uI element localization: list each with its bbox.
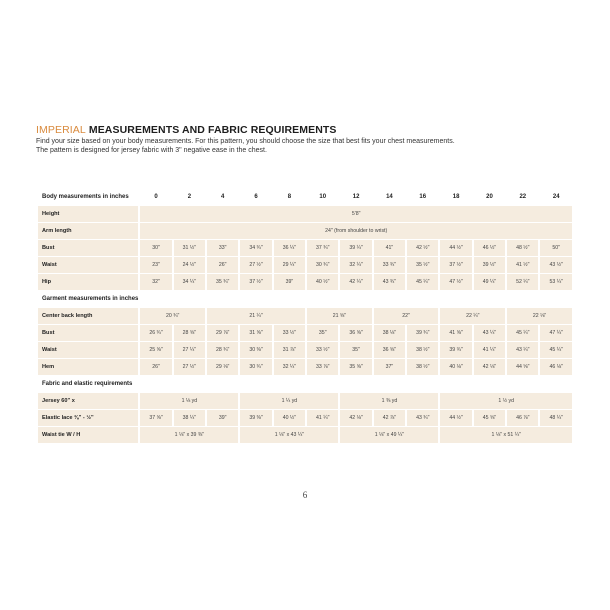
body-hip-row xyxy=(38,274,572,290)
row-label: Height xyxy=(38,206,138,222)
table-cell: 48 ½" xyxy=(507,240,538,256)
table-cell: 33 ¾" xyxy=(374,257,405,273)
table-cell: 41 ⅝" xyxy=(440,325,471,341)
table-cell: 35 ⅝" xyxy=(340,359,371,375)
table-cell: 42 ½" xyxy=(407,240,438,256)
row-label: Waist tie W / H xyxy=(38,427,138,443)
table-cell: 48 ¼" xyxy=(540,410,572,426)
table-cell: 39" xyxy=(207,410,238,426)
table-cell: 27 ½" xyxy=(174,359,205,375)
waist-tie-row xyxy=(38,427,572,443)
table-cell: 42 ⅛" xyxy=(474,359,505,375)
table-cell: 23" xyxy=(140,257,171,273)
table-cell: 43 ¾" xyxy=(374,274,405,290)
table-cell: 42 ¼" xyxy=(340,274,371,290)
table-cell: 35" xyxy=(307,325,338,341)
intro-line: Find your size based on your body measurements. For this pattern, you should choose the size that best fits your chest measurements. xyxy=(36,138,455,145)
table-cell: 36 ¼" xyxy=(274,240,305,256)
table-cell: 38 ¼" xyxy=(174,410,205,426)
page-number: 6 xyxy=(302,490,308,500)
table-cell: 26" xyxy=(140,359,171,375)
table-cell: 40 ⅛" xyxy=(440,359,471,375)
table-cell: 29 ⅞" xyxy=(207,325,238,341)
table-cell: 24 ½" xyxy=(174,257,205,273)
table-cell: 53 ¼" xyxy=(540,274,572,290)
table-cell: 43 ¼" xyxy=(474,325,505,341)
fabric-section-row xyxy=(38,376,572,392)
table-cell: 1 ½ yd xyxy=(440,393,572,409)
garment-waist-row xyxy=(38,342,572,358)
size-header: 0 xyxy=(154,194,158,200)
intro-line: The pattern is designed for jersey fabric with 3" negative ease in the chest. xyxy=(36,146,267,154)
size-header: 16 xyxy=(419,194,427,200)
table-cell: 24" (from shoulder to wrist) xyxy=(140,223,572,239)
table-cell: 37" xyxy=(374,359,405,375)
table-cell: 46 ⅞" xyxy=(507,410,538,426)
table-cell: 1 ⅜ yd xyxy=(340,393,438,409)
table-cell: 39 ¾" xyxy=(407,325,438,341)
table-cell: 45 ¼" xyxy=(507,325,538,341)
table-cell: 32 ¼" xyxy=(340,257,371,273)
garment-section-row xyxy=(38,291,572,307)
table-cell: 22 ⅛" xyxy=(507,308,572,324)
table-cell: 1 ⅛" x 49 ¼" xyxy=(340,427,438,443)
table-cell: 36 ⅝" xyxy=(340,325,371,341)
table-cell: 42 ⅛" xyxy=(340,410,371,426)
table-cell: 45 ¼" xyxy=(540,342,572,358)
center-back-row xyxy=(38,308,572,324)
intro-text xyxy=(36,138,581,155)
table-cell: 22" xyxy=(374,308,439,324)
table-cell: 21 ⅝" xyxy=(307,308,372,324)
table-cell: 37 ½" xyxy=(240,274,271,290)
page-heading xyxy=(36,124,337,136)
body-bust-row xyxy=(38,240,572,256)
size-header: 24 xyxy=(552,194,560,200)
table-cell: 1 ⅛ yd xyxy=(140,393,238,409)
table-cell: 34 ¼" xyxy=(174,274,205,290)
table-cell: 49 ¼" xyxy=(474,274,505,290)
table-cell: 34 ¾" xyxy=(240,240,271,256)
measurement-table xyxy=(36,188,574,444)
row-label: Bust xyxy=(38,325,138,341)
table-cell: 46 ⅛" xyxy=(540,359,572,375)
size-header: 10 xyxy=(319,194,327,200)
table-cell: 39 ⅜" xyxy=(240,410,271,426)
size-header: 22 xyxy=(519,194,527,200)
size-header: 20 xyxy=(486,194,493,200)
table-cell: 39 ¾" xyxy=(440,342,471,358)
table-cell: 33 ½" xyxy=(274,325,305,341)
table-cell: 39 ½" xyxy=(474,257,505,273)
size-header: 2 xyxy=(187,194,192,200)
table-cell: 29 ¼" xyxy=(274,257,305,273)
size-header: 8 xyxy=(287,194,292,200)
section-title: Fabric and elastic requirements xyxy=(42,381,133,387)
table-cell: 29 ⅛" xyxy=(207,359,238,375)
table-cell: 30" xyxy=(140,240,171,256)
table-cell: 44 ½" xyxy=(440,410,471,426)
table-cell: 22 ¼" xyxy=(440,308,505,324)
table-cell: 47 ½" xyxy=(440,274,471,290)
table-cell: 1 ⅛" x 51 ¼" xyxy=(440,427,572,443)
table-cell: 1 ⅛" x 43 ¼" xyxy=(240,427,338,443)
table-cell: 1 ¼ yd xyxy=(240,393,338,409)
row-label: Hem xyxy=(38,359,138,375)
table-cell: 38 ½" xyxy=(407,342,438,358)
table-cell: 39" xyxy=(274,274,305,290)
table-cell: 27 ¼" xyxy=(174,342,205,358)
size-header: 18 xyxy=(452,194,460,200)
garment-hem-row xyxy=(38,359,572,375)
elastic-row xyxy=(38,410,572,426)
table-cell: 41 ¼" xyxy=(307,410,338,426)
row-label: Waist xyxy=(38,257,138,273)
table-cell: 31 ⅞" xyxy=(274,342,305,358)
row-label: Elastic lace ⅜" - ½" xyxy=(38,410,138,426)
jersey-row xyxy=(38,393,572,409)
size-header-row xyxy=(38,189,572,205)
heading-accent: IMPERIAL xyxy=(36,124,86,136)
table-cell: 44 ⅝" xyxy=(507,359,538,375)
table-cell: 5'8" xyxy=(140,206,572,222)
body-waist-row xyxy=(38,257,572,273)
table-cell: 40 ½" xyxy=(274,410,305,426)
row-label: Hip xyxy=(38,274,138,290)
size-header: 6 xyxy=(254,194,258,200)
row-label: Center back length xyxy=(38,308,138,324)
table-cell: 26" xyxy=(207,257,238,273)
table-cell: 25 ⅝" xyxy=(140,342,171,358)
size-header: 12 xyxy=(352,194,360,200)
table-cell: 21 ¼" xyxy=(207,308,305,324)
table-cell: 26 ¾" xyxy=(140,325,171,341)
table-cell: 41 ¼" xyxy=(474,342,505,358)
table-cell: 32" xyxy=(140,274,171,290)
table-cell: 52 ¼" xyxy=(507,274,538,290)
row-label: Arm length xyxy=(38,223,138,239)
size-header: 4 xyxy=(221,194,225,200)
row-label: Bust xyxy=(38,240,138,256)
table-cell: 44 ½" xyxy=(440,240,471,256)
table-cell: 33" xyxy=(207,240,238,256)
height-row xyxy=(38,206,572,222)
table-cell: 30 ¾" xyxy=(240,359,271,375)
table-cell: 28 ¾" xyxy=(207,342,238,358)
table-cell: 40 ½" xyxy=(307,274,338,290)
table-cell: 39 ¼" xyxy=(340,240,371,256)
row-label: Waist xyxy=(38,342,138,358)
table-cell: 50" xyxy=(540,240,572,256)
table-cell: 28 ⅝" xyxy=(174,325,205,341)
table-cell: 33 ½" xyxy=(307,342,338,358)
table-cell: 20 ¾" xyxy=(140,308,205,324)
table-cell: 47 ¼" xyxy=(540,325,572,341)
table-cell: 41 ½" xyxy=(507,257,538,273)
table-cell: 35 ¾" xyxy=(207,274,238,290)
size-header: 14 xyxy=(386,194,393,200)
section-title: Garment measurements in inches xyxy=(42,296,139,302)
table-cell: 30 ¾" xyxy=(307,257,338,273)
table-cell: 43 ¼" xyxy=(507,342,538,358)
table-cell: 30 ⅜" xyxy=(240,342,271,358)
arm-length-row xyxy=(38,223,572,239)
table-cell: 1 ⅛" x 39 ⅜" xyxy=(140,427,238,443)
table-cell: 33 ⅞" xyxy=(307,359,338,375)
row-label: Jersey 60" x xyxy=(38,393,138,409)
table-cell: 31 ½" xyxy=(174,240,205,256)
table-cell: 43 ½" xyxy=(540,257,572,273)
table-cell: 31 ⅝" xyxy=(240,325,271,341)
table-cell: 37 ¾" xyxy=(307,240,338,256)
table-cell: 35 ½" xyxy=(407,257,438,273)
table-cell: 36 ⅝" xyxy=(374,342,405,358)
corner-label: Body measurements in inches xyxy=(42,193,129,200)
table-cell: 46 ½" xyxy=(474,240,505,256)
table-cell: 41" xyxy=(374,240,405,256)
table-cell: 38 ½" xyxy=(407,359,438,375)
table-cell: 37 ½" xyxy=(440,257,471,273)
garment-bust-row xyxy=(38,325,572,341)
table-cell: 43 ¾" xyxy=(407,410,438,426)
table-cell: 42 ⅞" xyxy=(374,410,405,426)
heading-title: MEASUREMENTS AND FABRIC REQUIREMENTS xyxy=(88,124,337,136)
table-cell: 45 ¼" xyxy=(407,274,438,290)
table-cell: 38 ⅛" xyxy=(374,325,405,341)
table-cell: 35" xyxy=(340,342,371,358)
table-cell: 32 ¼" xyxy=(274,359,305,375)
table-cell: 45 ⅝" xyxy=(474,410,505,426)
table-cell: 27 ½" xyxy=(240,257,271,273)
table-cell: 37 ⅝" xyxy=(140,410,171,426)
